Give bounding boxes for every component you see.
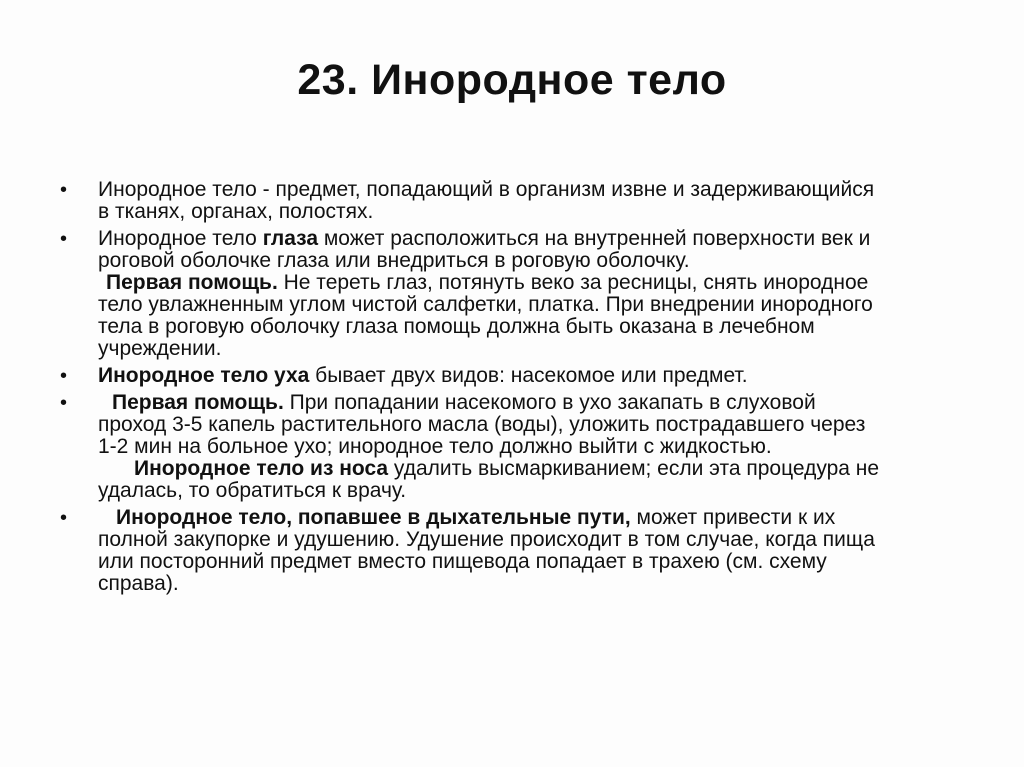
text-line: полной закупорке и удушению. Удушение происходит в том случае, когда пища [98, 528, 875, 551]
bold-term: Инородное тело, попавшее в дыхательные пути, [116, 506, 631, 529]
slide-title: 23. Инородное тело [297, 56, 727, 104]
text-line: тело увлажненным углом чистой салфетки, платка. При внедрении инородного [98, 293, 873, 316]
text-line: справа). [98, 572, 179, 595]
text-line: проход 3-5 капель растительного масла (воды), уложить пострадавшего через [98, 413, 866, 436]
text-line: Первая помощь. При попадании насекомого в ухо закапать в слуховой [112, 391, 816, 414]
bullet-icon: • [60, 507, 68, 529]
text-line: Инородное тело глаза может расположиться на внутренней поверхности век и [98, 227, 871, 250]
bullet-item-first-aid [60, 392, 960, 502]
bullet-icon: • [60, 179, 68, 201]
text-line: тела в роговую оболочку глаза помощь должна быть оказана в лечебном [98, 315, 815, 338]
bold-term: глаза [262, 227, 319, 250]
text-line: Первая помощь. Не тереть глаз, потянуть веко за ресницы, снять инородное [106, 271, 869, 294]
text-line: в тканях, органах, полостях. [98, 200, 374, 223]
text-line: или посторонний предмет вместо пищевода попадает в трахею (см. схему [98, 550, 827, 573]
bullet-item-eye [60, 228, 960, 360]
text-line: Инородное тело из носа удалить высмаркиванием; если эта процедура не [134, 457, 880, 480]
text-line: удалась, то обратиться к врачу. [98, 479, 407, 502]
bullet-item-ear [60, 365, 960, 387]
bold-term: Инородное тело из носа [134, 457, 389, 480]
text-line: учреждении. [98, 337, 222, 360]
bullet-icon: • [60, 228, 68, 250]
text-line: Инородное тело - предмет, попадающий в организм извне и задерживающийся [98, 178, 875, 201]
text-line: Инородное тело уха бывает двух видов: насекомое или предмет. [98, 364, 748, 387]
text-line: роговой оболочке глаза или внедриться в роговую оболочку. [98, 249, 690, 272]
bullet-item-definition [60, 179, 960, 223]
bullet-icon: • [60, 365, 68, 387]
bullet-item-airway [60, 507, 960, 595]
text-line: 1-2 мин на больное ухо; инородное тело должно выйти с жидкостью. [98, 435, 772, 458]
bold-term: Первая помощь. [106, 271, 278, 294]
bullet-icon: • [60, 392, 68, 414]
bold-term: Инородное тело уха [98, 364, 310, 387]
bold-term: Первая помощь. [112, 391, 284, 414]
bullet-list [60, 179, 960, 595]
text-line: Инородное тело, попавшее в дыхательные пути, может привести к их [116, 506, 836, 529]
